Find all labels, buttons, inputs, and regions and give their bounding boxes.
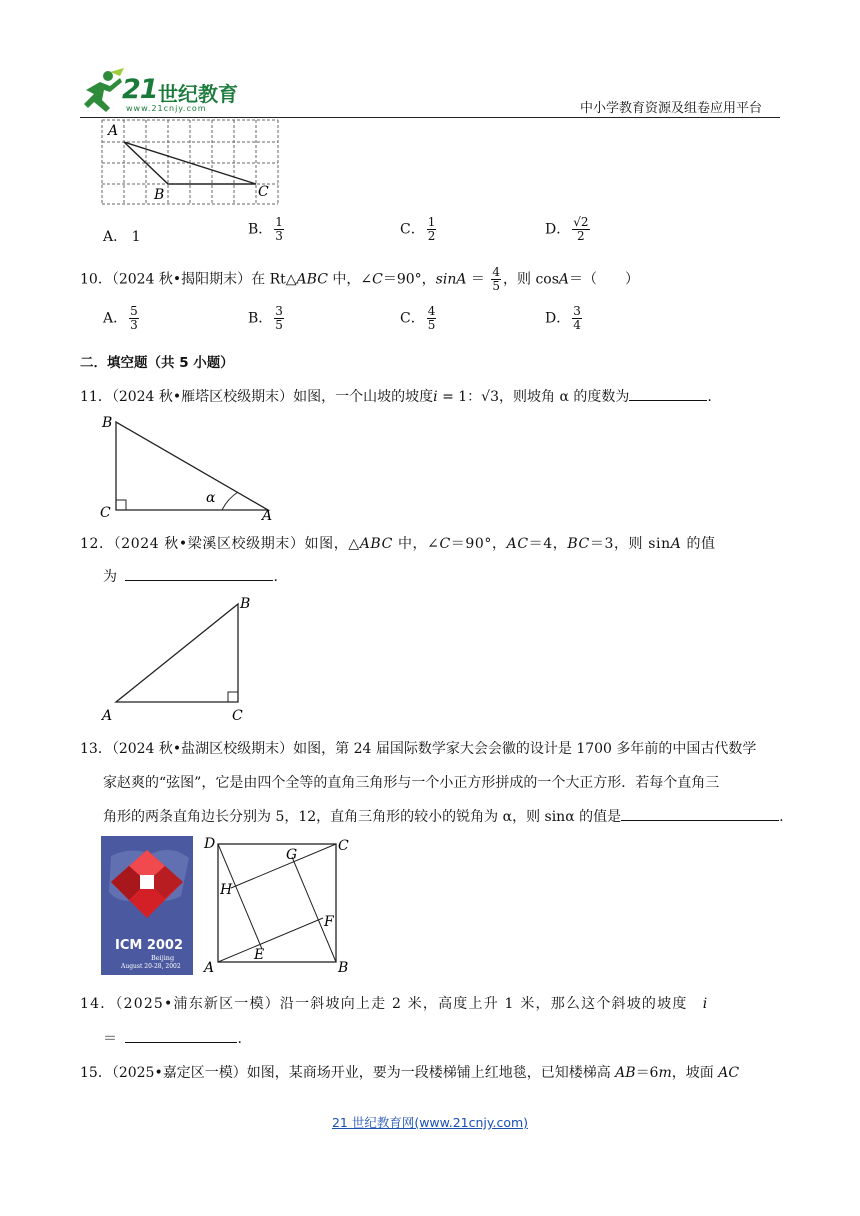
logo: [80, 68, 250, 114]
logo-name: 世纪教育: [158, 82, 238, 106]
q10-option-d: D． $\frac{3}{4}$: [545, 304, 581, 332]
q11-slope-figure: [98, 410, 288, 522]
q10-question: 10．（2024 秋•揭阳期末）在 Rt△ABC 中，∠C＝90°，sinA ＝ $\frac{4}{5}$ ，则 cosA＝（ ）: [80, 265, 640, 293]
svg-text:A: A: [262, 508, 273, 522]
svg-text:B: B: [240, 596, 251, 612]
section-fill-in-title: 二．填空题（共 5 小题）: [80, 355, 234, 371]
icm-2002-poster: [101, 836, 193, 975]
logo-number: 21: [122, 74, 158, 105]
q9-option-a: A． 1: [103, 229, 141, 245]
q14-question-line2: ＝ .: [103, 1028, 242, 1048]
svg-text:C: C: [232, 708, 243, 724]
q10-option-b: B． $\frac{3}{5}$: [248, 304, 283, 332]
q12-question-line1: 12．（2024 秋•梁溪区校级期末）如图，△ABC 中，∠C＝90°，AC＝4，BC＝3，则 sinA 的值: [80, 536, 716, 552]
q12-answer-blank[interactable]: [125, 566, 273, 581]
q9-label-a: A: [108, 123, 119, 139]
svg-text:B: B: [102, 415, 113, 431]
svg-text:A: A: [102, 708, 113, 724]
svg-text:C: C: [338, 838, 349, 854]
q13-string-diagram: [200, 832, 360, 978]
runner-icon: [80, 68, 124, 114]
q15-question-line1: 15．（2025•嘉定区一模）如图，某商场开业，要为一段楼梯铺上红地毯，已知楼梯高 AB＝6m，坡面 AC: [80, 1065, 740, 1081]
q12-question-line2: 为 .: [103, 566, 278, 586]
svg-text:B: B: [338, 960, 349, 976]
svg-text:α: α: [206, 490, 216, 506]
q9-option-c: C． $\frac{1}{2}$: [400, 215, 436, 243]
svg-text:C: C: [100, 505, 111, 521]
q10-option-a: A． $\frac{5}{3}$: [103, 304, 138, 332]
svg-text:G: G: [286, 847, 298, 863]
q9-option-d: D． $\frac{√2}{2}$: [545, 215, 589, 243]
q14-answer-blank[interactable]: [125, 1028, 237, 1043]
svg-text:H: H: [220, 882, 233, 898]
platform-name: 中小学教育资源及组卷应用平台: [580, 101, 763, 116]
q9-label-b: B: [154, 187, 165, 203]
svg-text:E: E: [254, 947, 265, 963]
q14-question-line1: 14．（2025•浦东新区一模）沿一斜坡向上走 2 米，高度上升 1 米，那么这个斜坡的坡度 i: [80, 996, 709, 1012]
q11-answer-blank[interactable]: [629, 386, 707, 401]
q9-option-b: B． $\frac{1}{3}$: [248, 215, 283, 243]
q13-question-line1: 13．（2024 秋•盐湖区校级期末）如图，第 24 届国际数学家大会会徽的设计是 1700 多年前的中国古代数学: [80, 741, 757, 757]
q11-question: 11．（2024 秋•雁塔区校级期末）如图，一个山坡的坡度i = 1：√3，则坡角 α 的度数为 .: [80, 386, 712, 406]
svg-text:D: D: [204, 836, 216, 852]
q10-option-c: C． $\frac{4}{5}$: [400, 304, 436, 332]
q12-triangle-figure: [98, 592, 268, 724]
q13-question-line3: 角形的两条直角边长分别为 5，12，直角三角形的较小的锐角为 α，则 sinα 的值是 .: [103, 806, 784, 826]
logo-url: www.21cnjy.com: [126, 104, 207, 113]
q9-grid-figure: [96, 118, 286, 208]
svg-text:A: A: [204, 960, 215, 976]
footer-link[interactable]: 21 世纪教育网(www.21cnjy.com): [331, 1115, 529, 1130]
q13-question-line2: 家赵爽的“弦图”，它是由四个全等的直角三角形与一个小正方形拼成的一个大正方形．若每个直角三: [103, 775, 720, 791]
poster-dates: August 20-28, 2002: [121, 963, 181, 970]
poster-title: ICM 2002: [115, 938, 184, 953]
q9-label-c: C: [258, 184, 269, 200]
poster-city: Beijing: [151, 954, 175, 962]
svg-text:F: F: [324, 914, 334, 930]
q13-answer-blank[interactable]: [621, 806, 779, 821]
